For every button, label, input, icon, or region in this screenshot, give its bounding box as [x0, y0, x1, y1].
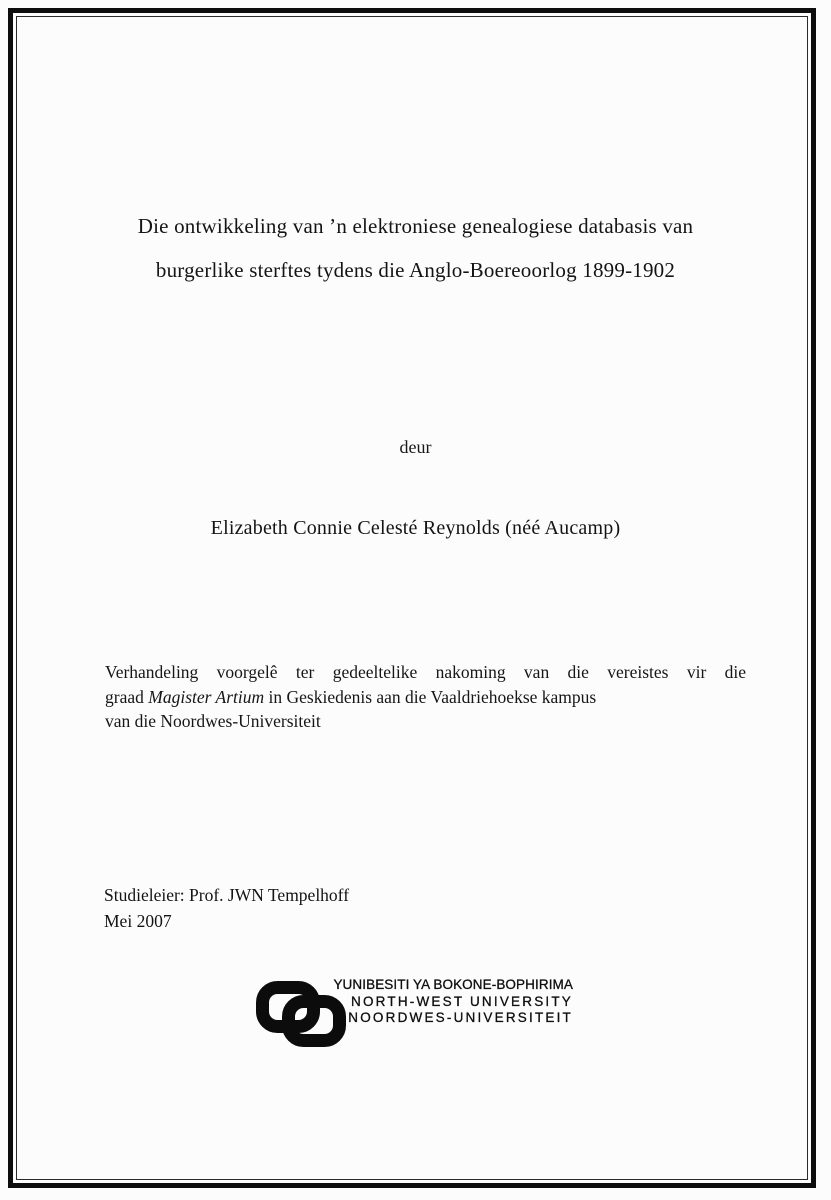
logo-text-english: NORTH-WEST UNIVERSITY	[351, 993, 573, 1009]
degree-statement-line-2	[105, 685, 746, 710]
university-logo-text	[333, 975, 573, 1027]
degree-statement-line2-post: in Geskiedenis aan die Vaaldriehoekse kampus	[264, 686, 597, 707]
university-logo	[256, 975, 573, 1048]
thesis-title-line-2: burgerlike sterftes tydens die Anglo-Boereoorlog 1899-1902	[155, 258, 676, 282]
supervisor-block	[104, 883, 349, 934]
logo-text-afrikaans: NOORDWES-UNIVERSITEIT	[348, 1010, 573, 1025]
date-line: Mei 2007	[104, 910, 172, 931]
degree-name-italic: Magister Artium	[148, 686, 265, 707]
degree-statement	[105, 660, 746, 734]
logo-text-setswana: YUNIBESITI YA BOKONE-BOPHIRIMA	[333, 977, 573, 992]
byline-deur: deur	[399, 437, 432, 457]
thesis-title	[45, 204, 786, 292]
supervisor-line: Studieleier: Prof. JWN Tempelhoff	[104, 885, 350, 905]
degree-statement-line-1: Verhandeling voorgelê ter gedeeltelike nakoming van die vereistes vir die	[105, 662, 746, 682]
degree-statement-line-3: van die Noordwes-Universiteit	[105, 711, 321, 731]
author-name: Elizabeth Connie Celesté Reynolds (néé Aucamp)	[210, 517, 621, 539]
degree-statement-line2-pre: graad	[105, 686, 149, 707]
thesis-title-line-1: Die ontwikkeling van ’n elektroniese genealogiese databasis van	[137, 214, 694, 238]
